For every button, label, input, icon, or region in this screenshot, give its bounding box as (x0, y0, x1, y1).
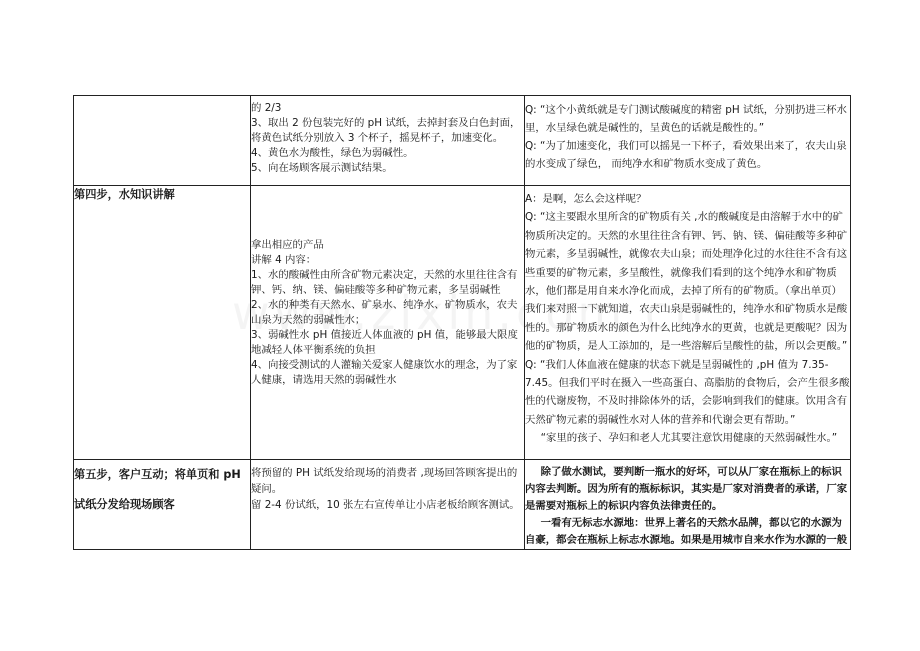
action-cell (251, 460, 525, 550)
step-cell (74, 96, 251, 186)
dialogue-line: Q: “这主要跟水里所含的矿物质有关 ,水的酸碱度是由溶解于水中的矿物质所决定的。天然的水里往往含有钾、钙、钠、镁、偏硅酸等多种矿物元素，多呈弱碱性，就像农夫山泉；而处理净化过的水往往不含有这些重要的矿物元素，多呈酸性，就像我们看到的这个纯净水和矿物质水，他们都是用自来水净化而成，去掉了所有的矿物质。（拿出单页）我们来对照一下就知道，农夫山泉是弱碱性的，纯净水和矿物质水是酸性的。那矿物质水的颜色为什么比纯净水的更黄，也就是更酸呢？因为他的矿物质，是人工添加的，是一些溶解后呈酸性的盐，所以会更酸。” (525, 211, 848, 353)
dialogue-line: A：是啊，怎么会这样呢？ (525, 193, 647, 205)
dialogue-cell (525, 96, 851, 186)
step-cell: 第四步，水知识讲解 (74, 186, 251, 460)
dialogue-line: Q: “这个小黄纸就是专门测试酸碱度的精密 pH 试纸，分别扔进三杯水里，水呈绿色就是碱性的，呈黄色的话就是酸性的。” (525, 104, 847, 134)
dialogue-line: Q: “我们人体血液在健康的状态下就是呈弱碱性的 ,pH 值为 7.35-7.45。但我们平时在摄入一些高蛋白、高脂肪的食物后，会产生很多酸性的代谢废物，不及时排除体外的话，会影响到我们的健康。饮用含有天然矿物元素的弱碱性水对人体的营养和代谢会更有帮助。” (525, 358, 850, 426)
table-row (74, 96, 851, 186)
step-title: 第五步，客户互动；将单页和 pH 试纸分发给现场顾客 (74, 468, 241, 511)
action-line: 3、取出 2 份包装完好的 pH 试纸，去掉封套及白色封面，将黄色试纸分别放入 3 个杯子，摇晃杯子，加速变化。 (251, 117, 521, 144)
action-line: 3、弱碱性水 pH 值接近人体血液的 pH 值，能够最大限度地减轻人体平衡系统的负担 (251, 329, 518, 356)
sales-script-table (73, 95, 851, 550)
action-line: 4、向接受测试的人灌输关爱家人健康饮水的理念，为了家人健康，请选用天然的弱碱性水 (251, 359, 518, 386)
table-row (74, 460, 851, 550)
action-line: 讲解 4 内容： (251, 254, 317, 266)
action-cell (251, 186, 525, 460)
action-line: 的 2/3 (251, 102, 282, 114)
dialogue-cell (525, 186, 851, 460)
action-line: 拿出相应的产品 (251, 239, 324, 251)
action-line: 2、水的种类有天然水、矿泉水、纯净水、矿物质水，农夫山泉为天然的弱碱性水； (251, 299, 518, 326)
action-line: 4、黄色水为酸性，绿色为弱碱性。 (251, 147, 414, 159)
action-line: 1、水的酸碱性由所含矿物元素决定，天然的水里往往含有钾、钙、纳、镁、偏硅酸等多种矿物元素，多呈弱碱性 (251, 269, 518, 296)
dialogue-line: Q: “为了加速变化，我们可以摇晃一下杯子，看效果出来了，农夫山泉的水变成了绿色， 而纯净水和矿物质水变成了黄色。 (525, 140, 847, 170)
action-line: 将预留的 PH 试纸发给现场的消费者 ,现场回答顾客提出的疑问。 (251, 467, 518, 495)
dialogue-line: 一看有无标志水源地：世界上著名的天然水品牌，都以它的水源为自豪，都会在瓶标上标志水源地。如果是用城市自来水作为水源的一般 (525, 517, 848, 546)
action-cell (251, 96, 525, 186)
dialogue-line: “家里的孩子、孕妇和老人尤其要注意饮用健康的天然弱碱性水。” (540, 432, 838, 445)
dialogue-cell (525, 460, 851, 550)
action-line: 留 2-4 份试纸，10 张左右宣传单让小店老板给顾客测试。 (251, 499, 520, 511)
dialogue-line: 除了做水测试，要判断一瓶水的好坏，可以从厂家在瓶标上的标识内容去判断。因为所有的瓶标标识，其实是厂家对消费者的承诺，厂家是需要对瓶标上的标识内容负法律责任的。 (525, 466, 848, 512)
table-row (74, 186, 851, 460)
step-cell (74, 460, 251, 550)
action-line: 5、向在场顾客展示测试结果。 (251, 162, 393, 174)
